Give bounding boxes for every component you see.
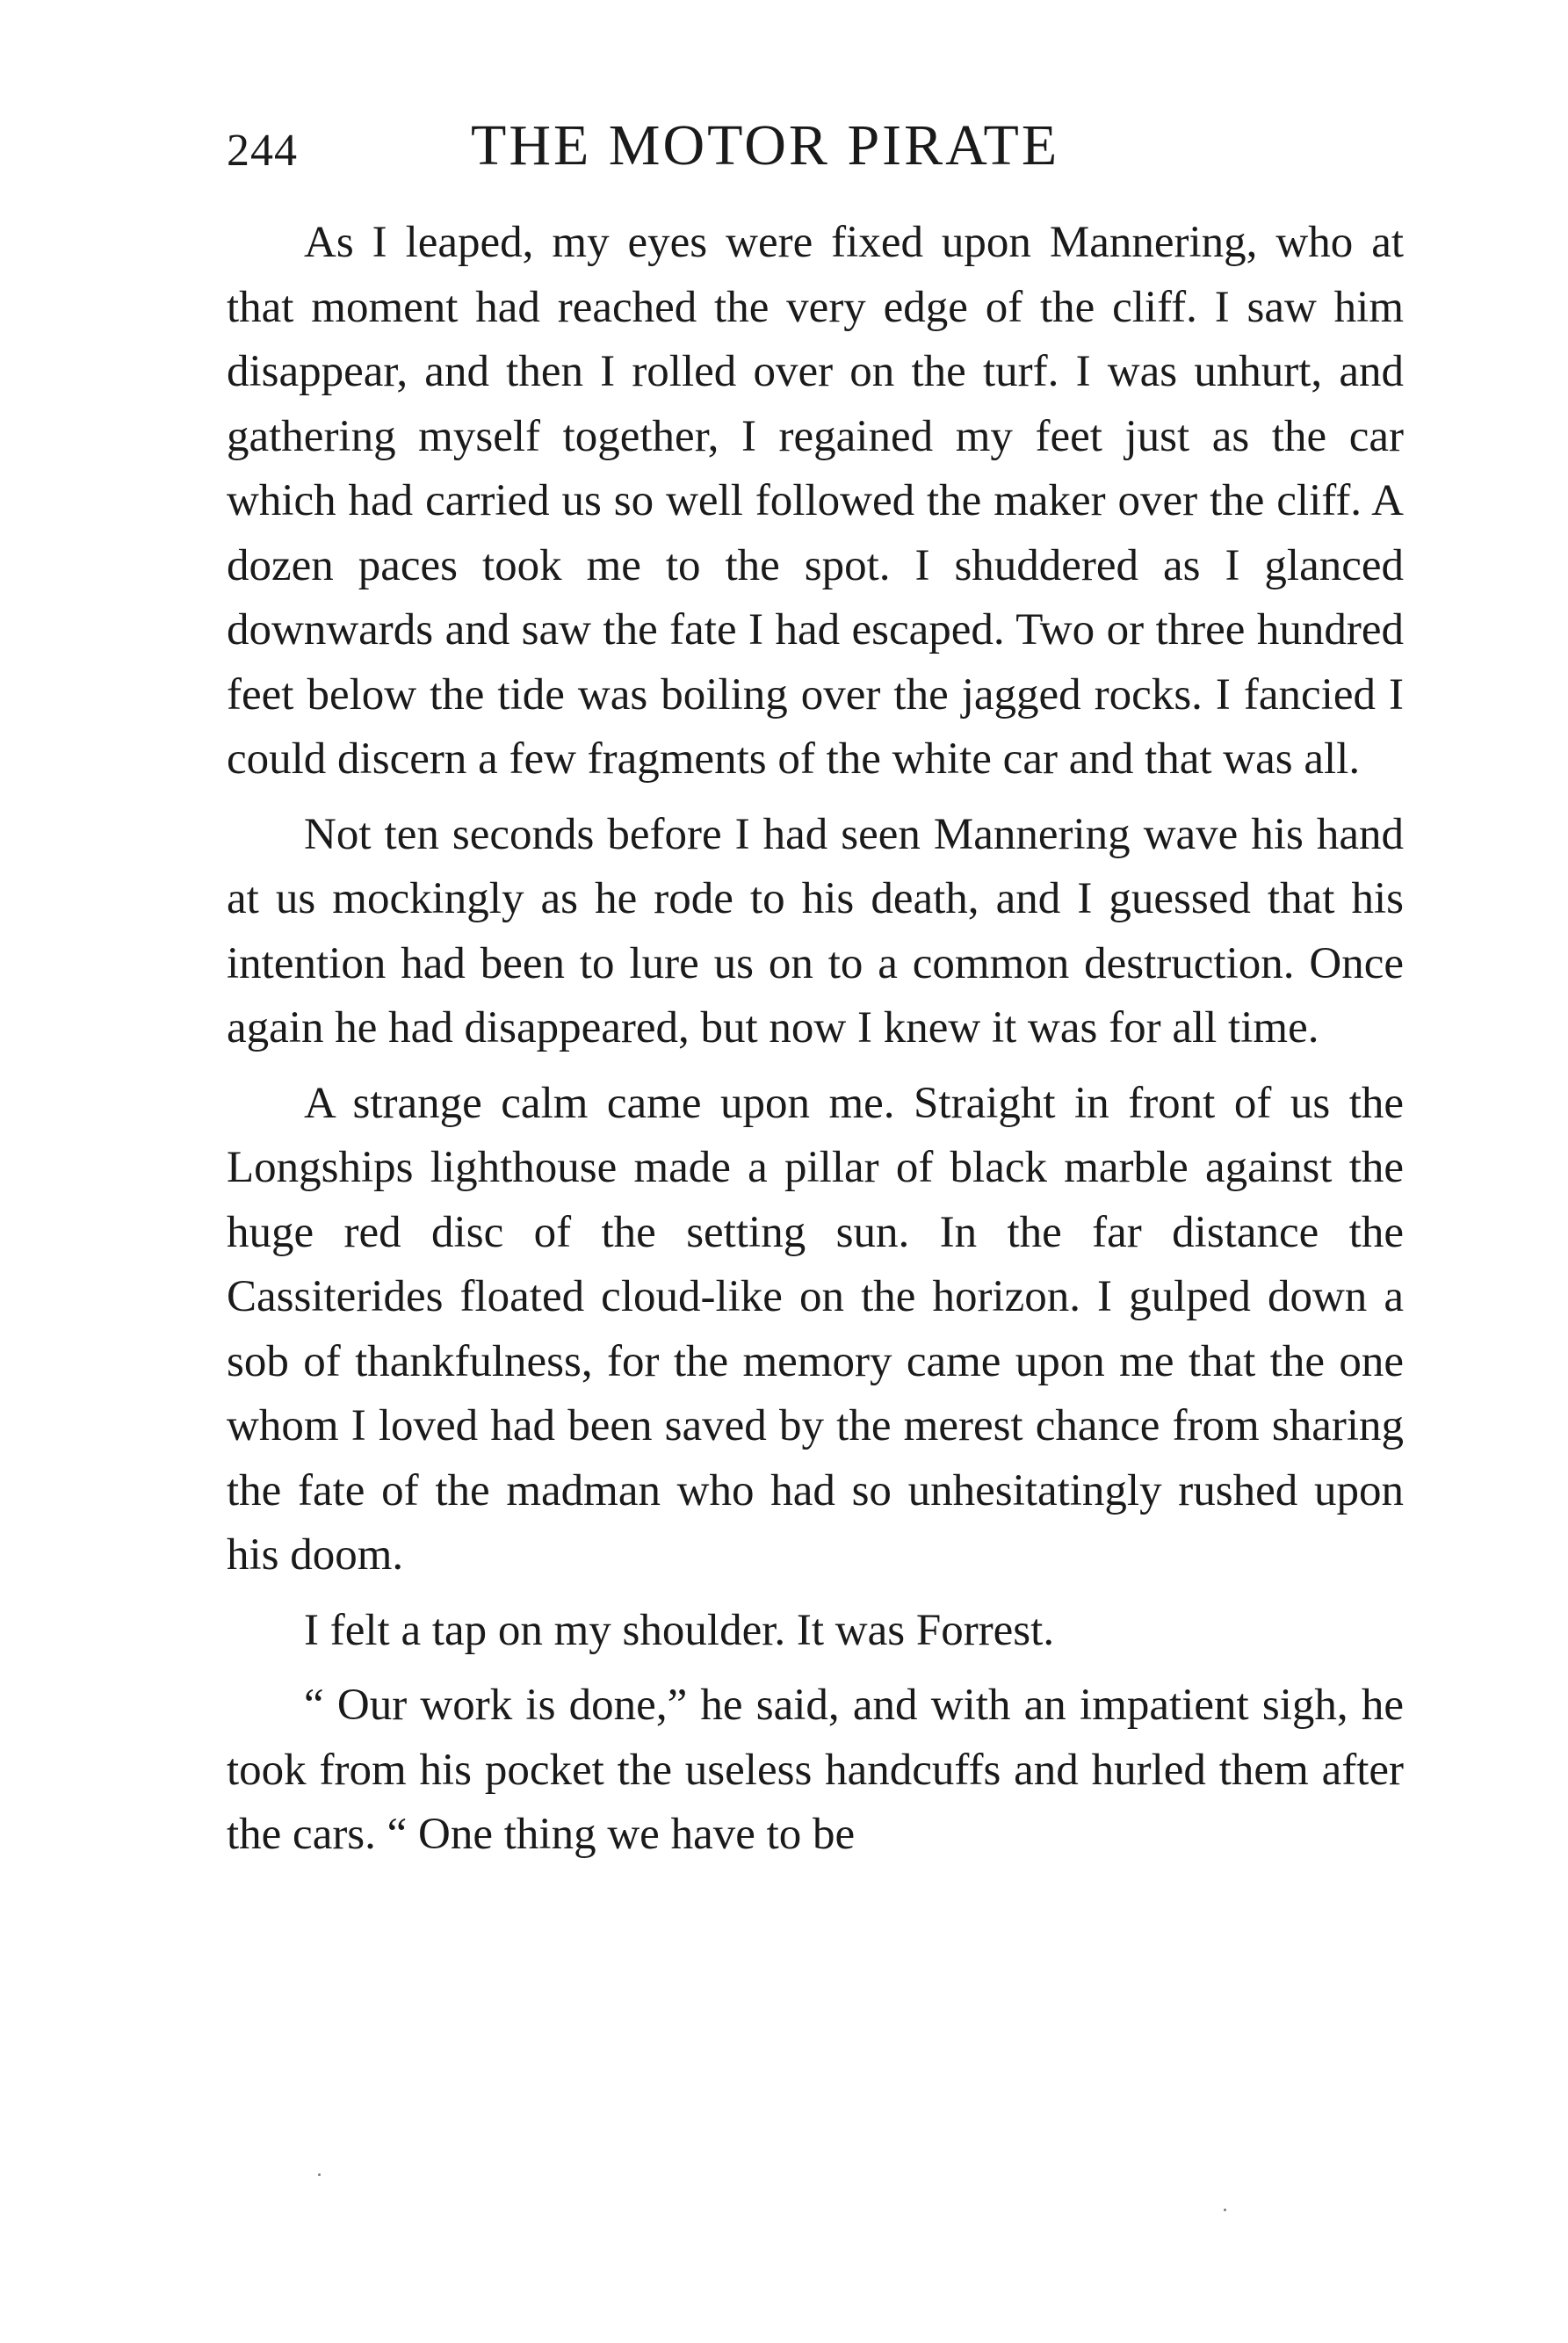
paper-speck <box>1224 2209 1226 2211</box>
paper-speck <box>318 2173 321 2176</box>
paragraph-1: As I leaped, my eyes were fixed upon Mannering, who at that moment had reached the very edge of the cliff. I saw him disappear, and then I rolled over on the turf. I was unhurt, and gathering myself together, I regained my feet just as the car which had carried us so well followed the maker over the cliff. A dozen paces took me to the spot. I shuddered as I glanced downwards and saw the fate I had escaped. Two or three hundred feet below the tide was boiling over the jagged rocks. I fancied I could discern a few fragments of the white car and that was all. <box>227 218 1404 784</box>
paragraph-5: “ Our work is done,” he said, and with an impatient sigh, he took from his pocket the useless handcuffs and hurled them after the cars. “ One thing we have to be <box>227 1681 1404 1859</box>
paragraph-2: Not ten seconds before I had seen Mannering wave his hand at us mockingly as he rode to his death, and I guessed that his intention had been to lure us on to a common destruction. Once again he had disappeared, but now I knew it was for all time. <box>227 809 1404 1052</box>
paragraph-3: A strange calm came upon me. Straight in front of us the Longships lighthouse made a pillar of black marble against the huge red disc of the setting sun. In the far distance the Cassiterides floated cloud-like on the horizon. I gulped down a sob of thankfulness, for the memory came upon me that the one whom I loved had been saved by the merest chance from sharing the fate of the madman who had so unhesitatingly rushed upon his doom. <box>227 1078 1404 1580</box>
running-head <box>227 112 1404 183</box>
running-title: THE MOTOR PIRATE <box>471 113 1060 177</box>
paragraph-4: I felt a tap on my shoulder. It was Forrest. <box>304 1605 1055 1655</box>
body-text <box>227 211 1404 1868</box>
page-number: 244 <box>227 126 298 176</box>
